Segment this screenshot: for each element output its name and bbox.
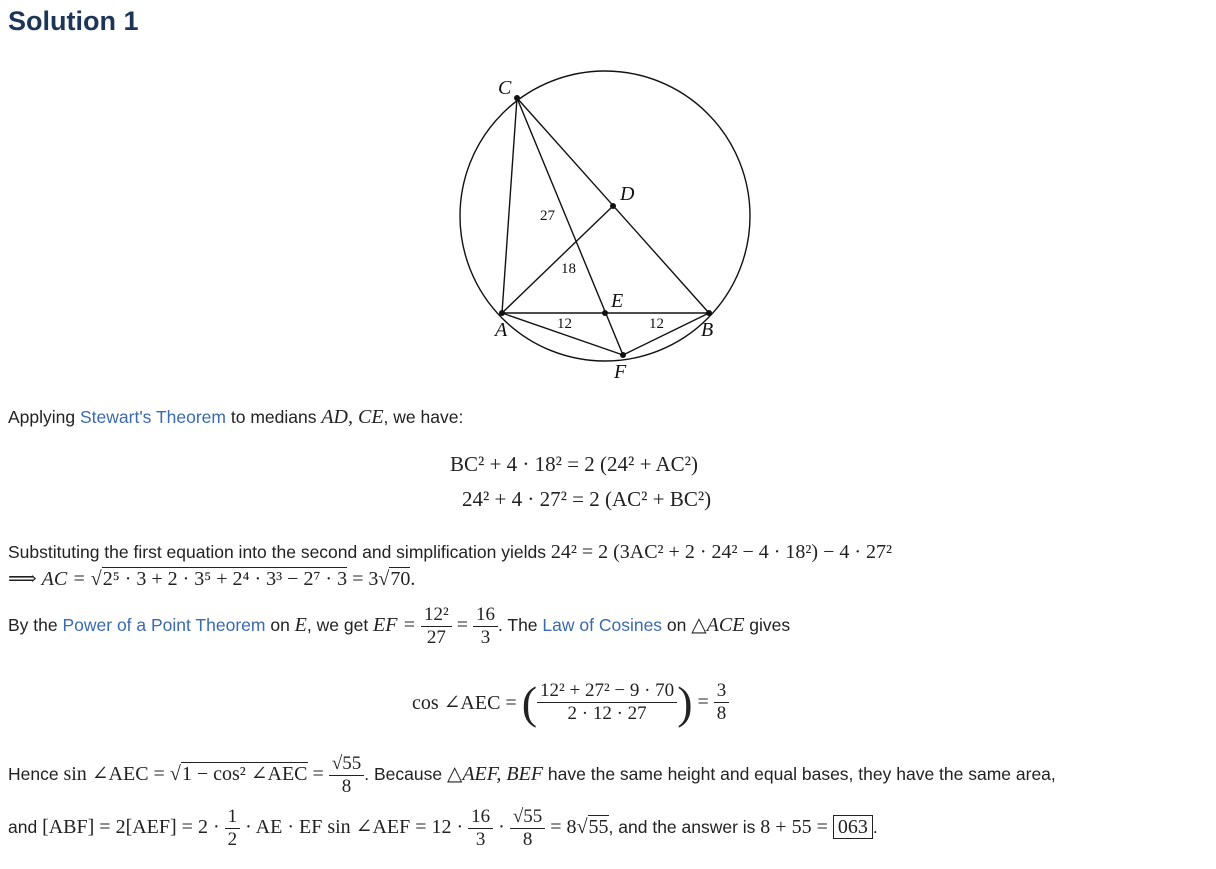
radicand: 2⁵ · 3 + 2 · 3⁵ + 2⁴ · 3³ − 2⁷ · 3 (102, 568, 348, 590)
point-F (620, 352, 626, 358)
math-eq: = 3 (347, 568, 379, 590)
text: By the (8, 615, 63, 636)
label-D: D (620, 183, 635, 205)
text: and (8, 817, 43, 838)
fraction-16-3: $\frac{16}{3}$ (468, 806, 493, 851)
math-result: = 8 (545, 816, 577, 839)
sqrt-symbol: √ (378, 568, 390, 590)
fraction-12sq-27: $\frac{\text{12²}}{27}$ (421, 604, 452, 649)
period: . (872, 817, 878, 838)
equation-2: 24² + 4 · 27² = 2 (AC² + BC²) (462, 487, 712, 511)
fraction-sqrt55-8: $\frac{√55}{8}$ (329, 753, 364, 798)
equation-cos-aec (412, 676, 729, 729)
circumcircle (460, 71, 750, 361)
math-ac: AC = (41, 568, 91, 590)
text: Substituting the first equation into the second and simplification yields (8, 542, 551, 562)
text: Applying (8, 407, 80, 427)
diagram-lines (460, 71, 750, 361)
power-of-a-point-link[interactable]: Power of a Point Theorem (62, 615, 266, 636)
equals: = (451, 614, 473, 637)
answer-box: 063 (833, 815, 873, 839)
label-C: C (498, 77, 512, 99)
text: , and the answer is (608, 817, 761, 838)
math-area-2: · AE · EF sin ∠AEF = 12 · (240, 816, 469, 839)
implies-symbol: ⟹ (8, 568, 42, 590)
solution-title: Solution 1 (8, 6, 139, 36)
segment-AD (502, 206, 613, 313)
paragraph-power-of-point (8, 604, 790, 649)
law-of-cosines-link[interactable]: Law of Cosines (542, 615, 663, 636)
math-e: E (294, 614, 307, 637)
math-ef: EF = (373, 614, 421, 637)
label-B: B (701, 319, 714, 341)
point-E (602, 310, 608, 316)
radicand: 55 (588, 816, 609, 839)
math-area: [ABF] = 2[AEF] = 2 · (42, 816, 225, 839)
point-D (610, 203, 616, 209)
fraction-cos: $\frac{\text{12² + 27² − 9 · 70}}{2 \cdot 12 \cdot 27}$ (537, 680, 677, 725)
text: . Because (364, 764, 447, 785)
diagram-points (499, 95, 712, 358)
length-label-eb-12: 12 (649, 316, 664, 332)
text: have the same height and equal bases, they have the same area, (543, 764, 1056, 785)
cdot: · (493, 816, 510, 839)
left-paren: ( (521, 677, 538, 728)
fraction-1-2: $\frac{1}{2}$ (225, 806, 241, 851)
sqrt-symbol: √ (576, 816, 588, 839)
label-F: F (614, 361, 627, 383)
paragraph-area (8, 806, 878, 851)
math-triangles: △AEF, BEF (446, 763, 544, 786)
segment-AC (502, 98, 517, 313)
text: gives (744, 615, 791, 636)
length-label-18: 18 (561, 261, 576, 277)
fraction-16-3: $\frac{16}{3}$ (473, 604, 498, 649)
point-B (706, 310, 712, 316)
radicand: 1 − cos² ∠AEC (181, 763, 308, 786)
sqrt-symbol: √ (169, 763, 181, 786)
equals: = (692, 691, 714, 713)
text: Hence (8, 764, 64, 785)
length-label-ae-12: 12 (557, 316, 572, 332)
paragraph-sine (8, 753, 1056, 798)
radicand: 70 (390, 568, 411, 590)
math-cos: cos ∠AEC = (412, 692, 522, 714)
label-A: A (495, 319, 508, 341)
label-E: E (611, 290, 624, 312)
text: on (265, 615, 295, 636)
text: , we have: (383, 407, 464, 427)
equation-1: BC² + 4 · 18² = 2 (24² + AC²) (450, 452, 698, 476)
sqrt-symbol: √ (90, 568, 102, 590)
stewarts-theorem-link[interactable]: Stewart's Theorem (80, 407, 226, 427)
math-triangle-ace: △ACE (691, 614, 745, 637)
math-medians: AD, CE (321, 406, 384, 428)
fraction-3-8: $\frac{3}{8}$ (714, 680, 730, 725)
text: on (662, 615, 692, 636)
text: , we get (306, 615, 374, 636)
point-C (514, 95, 520, 101)
right-paren: ) (677, 677, 693, 728)
text: to medians (226, 407, 322, 427)
segment-BF (623, 313, 709, 355)
length-label-27: 27 (540, 208, 555, 224)
math-substitution: 24² = 2 (3AC² + 2 · 24² − 4 · 18²) − 4 · 27² (550, 541, 893, 563)
math-sin: sin ∠AEC = (63, 763, 170, 786)
period: . (410, 568, 416, 590)
paragraph-substitution (8, 541, 892, 563)
equals: = (307, 763, 329, 786)
point-A (499, 310, 505, 316)
text: . The (497, 615, 543, 636)
paragraph-stewart (8, 406, 463, 428)
geometry-diagram (0, 0, 1216, 400)
paragraph-ac-result (8, 568, 415, 590)
math-sum: 8 + 55 = (760, 816, 833, 839)
fraction-sqrt55-8: $\frac{√55}{8}$ (510, 806, 545, 851)
